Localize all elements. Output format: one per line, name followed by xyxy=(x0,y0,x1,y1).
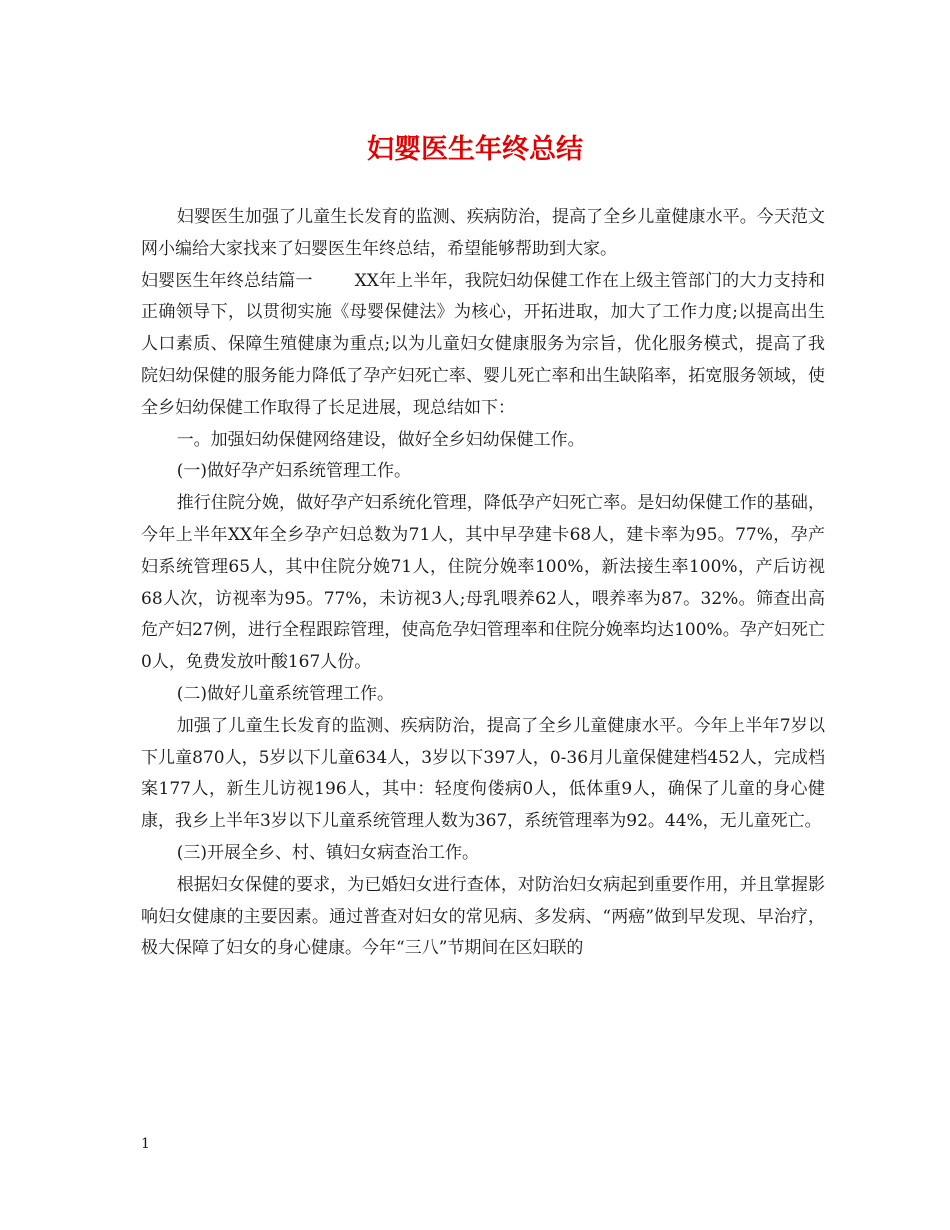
subsection-heading-1: (一)做好孕产妇系统管理工作。 xyxy=(176,461,411,482)
article-opening-text: XX年上半年，我院妇幼保健工作在上级主管部门的大力支持和正确领导下，以贯彻实施《母婴保健法》为核心，开拓进取，加大了工作力度;以提高出生人口素质、保障生殖健康为重点;以为儿童妇女健康服务为宗旨，优化服务模式，提高了我院妇幼保健的服务能力降低了孕产妇死亡率、婴儿死亡率和出生缺陷率，拓宽服务领域，使全乡妇幼保健工作取得了长足进展，现总结如下： xyxy=(141,270,825,418)
section-heading-1: 一。加强妇幼保健网络建设，做好全乡妇幼保健工作。 xyxy=(176,429,585,450)
article-opening-paragraph xyxy=(141,266,825,425)
intro-paragraph: 妇婴医生加强了儿童生长发育的监测、疾病防治，提高了全乡儿童健康水平。今天范文网小编给大家找来了妇婴医生年终总结，希望能够帮助到大家。 xyxy=(141,207,825,259)
article-label: 妇婴医生年终总结篇一 xyxy=(141,270,313,291)
document-title: 妇婴医生年终总结 xyxy=(367,134,583,165)
subsection-paragraph-3: 根据妇女保健的要求，为已婚妇女进行查体，对防治妇女病起到重要作用，并且掌握影响妇女健康的主要因素。通过普查对妇女的常见病、多发病、“两癌”做到早发现、早治疗，极大保障了妇女的身心健康。今年“三八”节期间在区妇联的 xyxy=(141,874,825,959)
document-body xyxy=(141,202,825,965)
subsection-paragraph-1: 推行住院分娩，做好孕产妇系统化管理，降低孕产妇死亡率。是妇幼保健工作的基础，今年上半年XX年全乡孕产妇总数为71人，其中早孕建卡68人，建卡率为95。77%，孕产妇系统管理65人，其中住院分娩71人，住院分娩率100%，新法接生率100%，产后访视68人次，访视率为95。77%，未访视3人;母乳喂养62人，喂养率为87。32%。筛查出高危产妇27例，进行全程跟踪管理，使高危孕妇管理率和住院分娩率均达100%。孕产妇死亡0人，免费发放叶酸167人份。 xyxy=(141,493,825,673)
subsection-paragraph-2: 加强了儿童生长发育的监测、疾病防治，提高了全乡儿童健康水平。今年上半年7岁以下儿童870人，5岁以下儿童634人，3岁以下397人，0-36月儿童保健建档452人，完成档案177人，新生儿访视196人，其中：轻度佝偻病0人，低体重9人，确保了儿童的身心健康，我乡上半年3岁以下儿童系统管理人数为367，系统管理率为92。44%，无儿童死亡。 xyxy=(141,715,825,832)
subsection-heading-2: (二)做好儿童系统管理工作。 xyxy=(176,683,394,704)
subsection-heading-3: (三)开展全乡、村、镇妇女病查治工作。 xyxy=(176,842,479,863)
page-number: 1 xyxy=(141,1136,150,1152)
